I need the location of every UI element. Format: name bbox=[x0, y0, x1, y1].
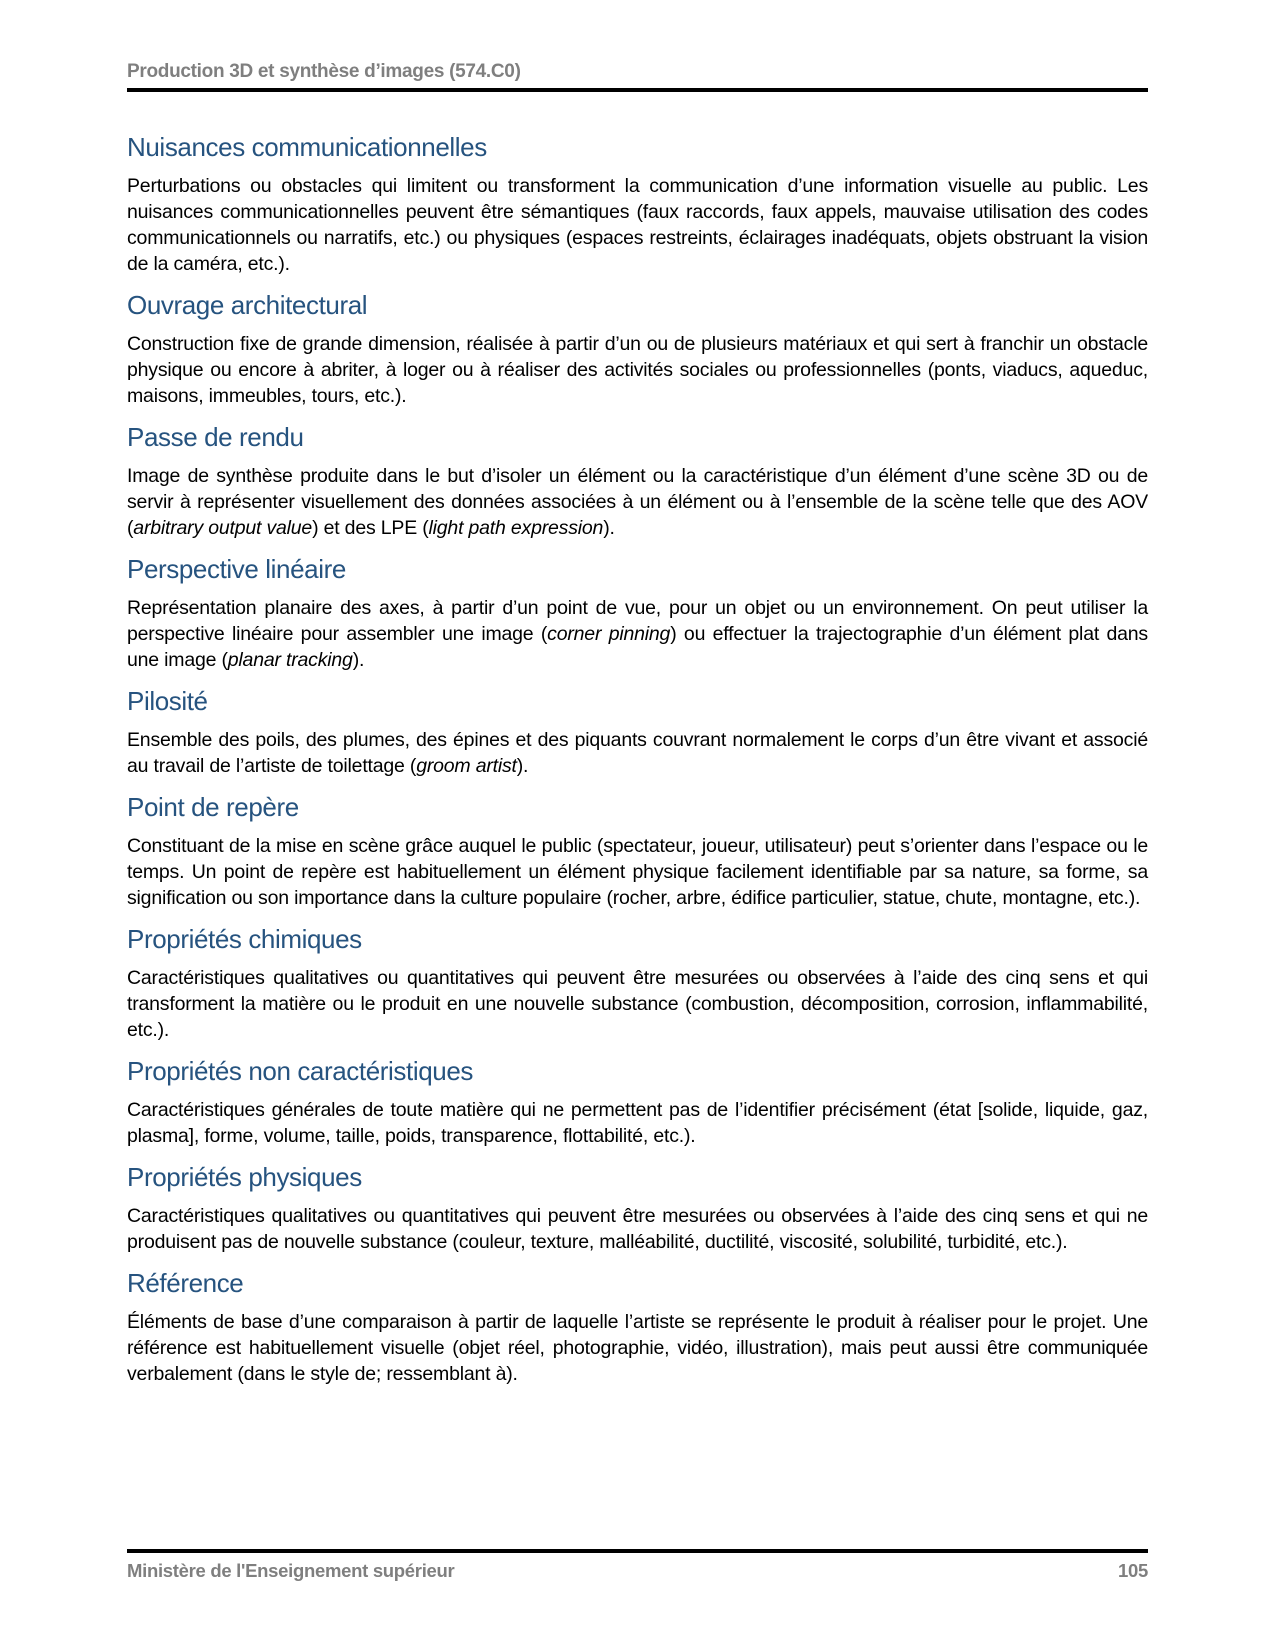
footer-ministry: Ministère de l'Enseignement supérieur bbox=[127, 1560, 455, 1581]
section-body: Caractéristiques qualitatives ou quantitatives qui peuvent être mesurées ou observées à l’aide des cinq sens et qui transforment la matière ou le produit en une nouvelle substance (combustion, décomposition, corrosion, inflammabilité, etc.). bbox=[127, 967, 1148, 1041]
section-heading: Propriétés non caractéristiques bbox=[127, 1056, 474, 1086]
section-heading: Pilosité bbox=[127, 686, 208, 716]
section-heading: Référence bbox=[127, 1268, 244, 1298]
section-body: Caractéristiques générales de toute matière qui ne permettent pas de l’identifier précisément (état [solide, liquide, gaz, plasma], forme, volume, taille, poids, transparence, flottabilité, etc.). bbox=[127, 1099, 1148, 1147]
glossary-section bbox=[127, 793, 1148, 911]
section-heading: Passe de rendu bbox=[127, 422, 304, 452]
section-body: Représentation planaire des axes, à partir d’un point de vue, pour un objet ou un environnement. On peut utiliser la perspective linéaire pour assembler une image (corner pinning) ou effectuer la trajectographie d’un élément plat dans une image (planar tracking). bbox=[127, 597, 1148, 671]
section-body: Perturbations ou obstacles qui limitent ou transforment la communication d’une information visuelle au public. Les nuisances communicationnelles peuvent être sémantiques (faux raccords, faux appels, mauvaise utilisation des codes communicationnels ou narratifs, etc.) ou physiques (espaces restreints, éclairages inadéquats, objets obstruant la vision de la caméra, etc.). bbox=[127, 175, 1148, 275]
section-body: Caractéristiques qualitatives ou quantitatives qui peuvent être mesurées ou observées à l’aide des cinq sens et qui ne produisent pas de nouvelle substance (couleur, texture, malléabilité, ductilité, viscosité, solubilité, turbidité, etc.). bbox=[127, 1205, 1148, 1253]
section-heading: Propriétés physiques bbox=[127, 1162, 362, 1192]
section-heading: Propriétés chimiques bbox=[127, 924, 362, 954]
section-body: Image de synthèse produite dans le but d’isoler un élément ou la caractéristique d’un élément d’une scène 3D ou de servir à représenter visuellement des données associées à un élément ou à l’ensemble de la scène telle que des AOV (arbitrary output value) et des LPE (light path expression). bbox=[127, 465, 1148, 539]
page-footer bbox=[127, 1549, 1148, 1582]
section-heading: Nuisances communicationnelles bbox=[127, 132, 487, 162]
glossary-section bbox=[127, 133, 1148, 277]
glossary-section bbox=[127, 423, 1148, 541]
glossary-section bbox=[127, 687, 1148, 779]
glossary-section bbox=[127, 1057, 1148, 1149]
section-body: Constituant de la mise en scène grâce auquel le public (spectateur, joueur, utilisateur) peut s’orienter dans l’espace ou le temps. Un point de repère est habituellement un élément physique facilement identifiable par sa nature, sa forme, sa signification ou son importance dans la culture populaire (rocher, arbre, édifice particulier, statue, chute, montagne, etc.). bbox=[127, 835, 1148, 909]
section-heading: Ouvrage architectural bbox=[127, 290, 368, 320]
glossary-section bbox=[127, 1269, 1148, 1387]
page-header bbox=[127, 0, 1148, 92]
glossary-section bbox=[127, 1163, 1148, 1255]
header-title: Production 3D et synthèse d’images (574.C0) bbox=[127, 61, 521, 82]
section-body: Ensemble des poils, des plumes, des épines et des piquants couvrant normalement le corps d’un être vivant et associé au travail de l’artiste de toilettage (groom artist). bbox=[127, 729, 1148, 777]
glossary-section bbox=[127, 925, 1148, 1043]
section-heading: Point de repère bbox=[127, 792, 299, 822]
section-body: Éléments de base d’une comparaison à partir de laquelle l’artiste se représente le produit à réaliser pour le projet. Une référence est habituellement visuelle (objet réel, photographie, vidéo, illustration), mais peut aussi être communiquée verbalement (dans le style de; ressemblant à). bbox=[127, 1311, 1148, 1385]
glossary-content bbox=[127, 92, 1148, 1387]
footer-page-number: 105 bbox=[1118, 1560, 1148, 1581]
section-body: Construction fixe de grande dimension, réalisée à partir d’un ou de plusieurs matériaux et qui sert à franchir un obstacle physique ou encore à abriter, à loger ou à réaliser des activités sociales ou professionnelles (ponts, viaducs, aqueduc, maisons, immeubles, tours, etc.). bbox=[127, 333, 1148, 407]
glossary-section bbox=[127, 291, 1148, 409]
glossary-section bbox=[127, 555, 1148, 673]
section-heading: Perspective linéaire bbox=[127, 554, 346, 584]
